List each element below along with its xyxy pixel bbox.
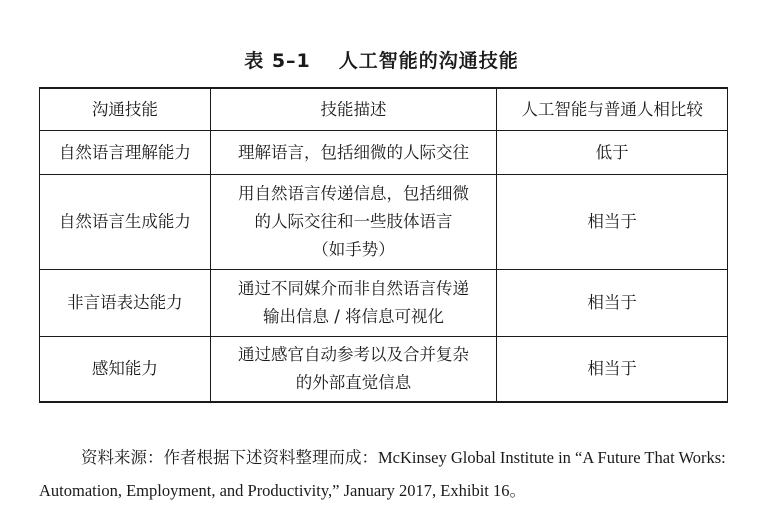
description-line: 通过不同媒介而非自然语言传递 [238,279,470,298]
description-cell [210,337,497,403]
comparison-cell: 低于 [497,131,728,175]
description-cell [210,175,497,270]
table-row [40,337,728,403]
description-line: 理解语言，包括细微的人际交往 [238,142,470,162]
source-note: 资料来源：作者根据下述资料整理而成：McKinsey Global Institute in “A Future That Works: Automation, Employment, and Productivity,” January 2017, Exhibit 16。 [39,447,726,500]
description-line: 输出信息 / 将信息可视化 [263,307,445,326]
description-line: （如手势） [312,240,395,259]
skill-cell: 非言语表达能力 [40,270,211,337]
header-row [40,88,728,131]
comparison-cell: 相当于 [497,337,728,403]
table-number: 表 5–1 [244,50,311,72]
skill-cell: 自然语言理解能力 [40,131,211,175]
description-cell [210,270,497,337]
comparison-cell: 相当于 [497,175,728,270]
table-title-text: 人工智能的沟通技能 [338,50,519,72]
header-skill: 沟通技能 [40,88,211,131]
table-row [40,175,728,270]
description-cell [210,131,497,175]
skill-cell: 感知能力 [40,337,211,403]
description-line: 的人际交往和一些肢体语言 [254,212,453,231]
communication-skills-table [39,87,728,403]
header-comparison: 人工智能与普通人相比较 [497,88,728,131]
description-line: 用自然语言传递信息，包括细微 [238,184,470,203]
table-title [0,46,763,73]
description-line: 通过感官自动参考以及合并复杂 [238,345,470,364]
table-row [40,270,728,337]
description-line: 的外部直觉信息 [295,373,412,392]
header-description: 技能描述 [210,88,497,131]
skill-cell: 自然语言生成能力 [40,175,211,270]
table-row [40,131,728,175]
comparison-cell: 相当于 [497,270,728,337]
